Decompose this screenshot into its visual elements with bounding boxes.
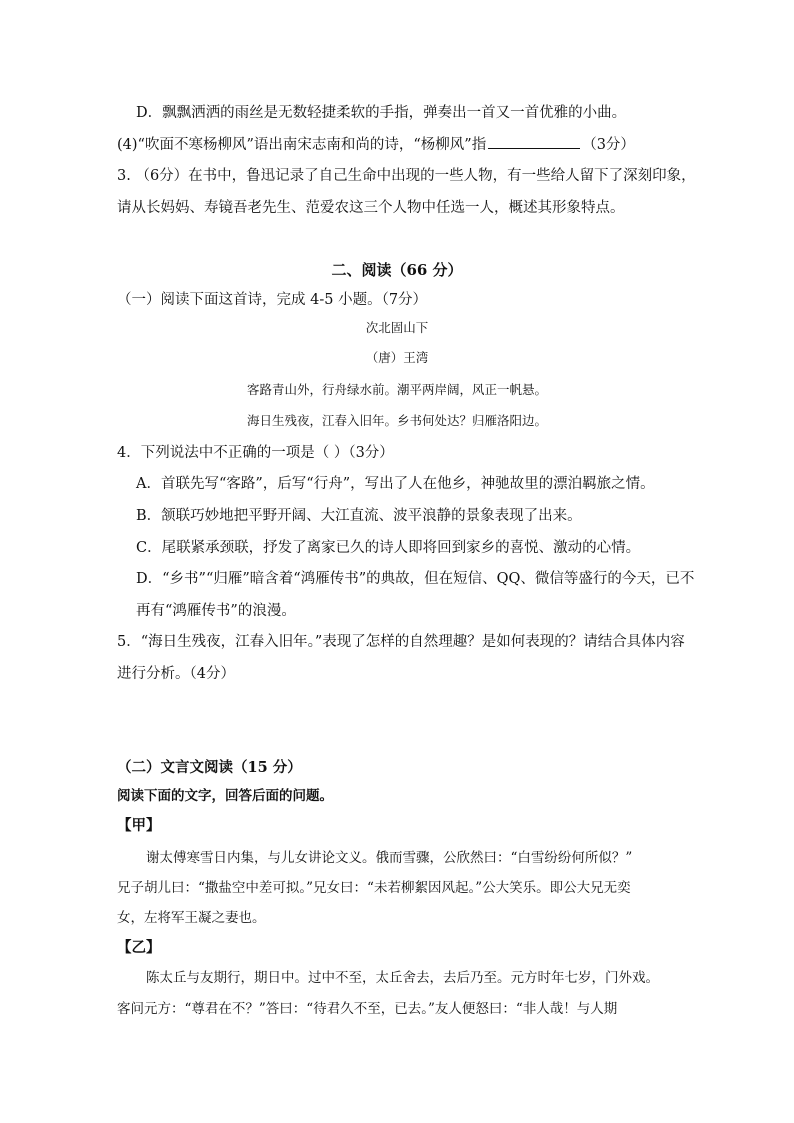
section1-heading: （一）阅读下面这首诗，完成 4-5 小题。（7分） <box>117 292 428 308</box>
poem-line-1: 客路青山外，行舟绿水前。潮平两岸阔，风正一帆悬。 <box>246 382 547 397</box>
q5-line-1: 5．“海日生残夜，江春入旧年。”表现了怎样的自然理趣？是如何表现的？请结合具体内容 <box>117 634 685 650</box>
passage-jia-line-1: 谢太傅寒雪日内集，与儿女讲论文义。俄而雪骤，公欣然曰：“白雪纷纷何所似？” <box>146 850 633 866</box>
q4-option-c: C．尾联紧承颈联，抒发了离家已久的诗人即将回到家乡的喜悦、激动的心情。 <box>136 540 641 556</box>
q4-option-d-line-1: D．“乡书”“归雁”暗含着“鸿雁传书”的典故，但在短信、QQ、微信等盛行的今天，已不 <box>136 571 695 587</box>
q4-option-b: B．颔联巧妙地把平野开阔、大江直流、波平浪静的景象表现了出来。 <box>136 508 582 524</box>
q4-option-d-line-2: 再有“鸿雁传书”的浪漫。 <box>136 603 296 619</box>
q4-option-a: A．首联先写“客路”，后写“行舟”，写出了人在他乡，神驰故里的漂泊羁旅之情。 <box>136 476 655 492</box>
section2-instruction: 阅读下面的文字，回答后面的问题。 <box>117 788 333 804</box>
passage-yi-line-2: 客问元方：“尊君在不？”答曰：“待君久不至，已去。”友人便怒曰：“非人哉！与人期 <box>117 1001 618 1017</box>
q2-sub4-prefix: (4)“吹面不寒杨柳风”语出南宋志南和尚的诗，“杨柳风”指 <box>117 137 487 153</box>
q2-option-d: D．飘飘洒洒的雨丝是无数轻捷柔软的手指，弹奏出一首又一首优雅的小曲。 <box>136 105 627 121</box>
q3-line-2: 请从长妈妈、寿镜吾老先生、范爱农这三个人物中任选一人，概述其形象特点。 <box>117 200 625 216</box>
q2-subquestion-4 <box>117 134 635 155</box>
q3-line-1: 3. （6分）在书中，鲁迅记录了自己生命中出现的一些人物，有一些给人留下了深刻印象， <box>117 168 696 184</box>
passage-yi-line-1: 陈太丘与友期行，期日中。过中不至，太丘舍去，去后乃至。元方时年七岁，门外戏。 <box>146 970 659 986</box>
passage-jia-line-2: 兄子胡儿曰：“撒盐空中差可拟。”兄女曰：“未若柳絮因风起。”公大笑乐。即公大兄无奕 <box>117 880 631 896</box>
q4-stem: 4．下列说法中不正确的一项是（ ）（3分） <box>117 445 394 461</box>
part2-title: 二、阅读（66 分） <box>331 261 463 279</box>
q2-sub4-score: （3分） <box>582 137 635 153</box>
answer-blank[interactable] <box>488 134 580 149</box>
poem-line-2: 海日生残夜，江春入旧年。乡书何处达？归雁洛阳边。 <box>246 413 547 428</box>
section2-heading: （二）文言文阅读（15 分） <box>117 759 302 776</box>
poem-author: （唐）王湾 <box>365 350 429 365</box>
passage-yi-label: 【乙】 <box>117 939 161 956</box>
passage-jia-line-3: 女，左将军王凝之妻也。 <box>117 910 266 926</box>
passage-jia-label: 【甲】 <box>117 817 161 834</box>
poem-title: 次北固山下 <box>365 320 429 335</box>
q5-line-2: 进行分析。（4分） <box>117 666 235 682</box>
